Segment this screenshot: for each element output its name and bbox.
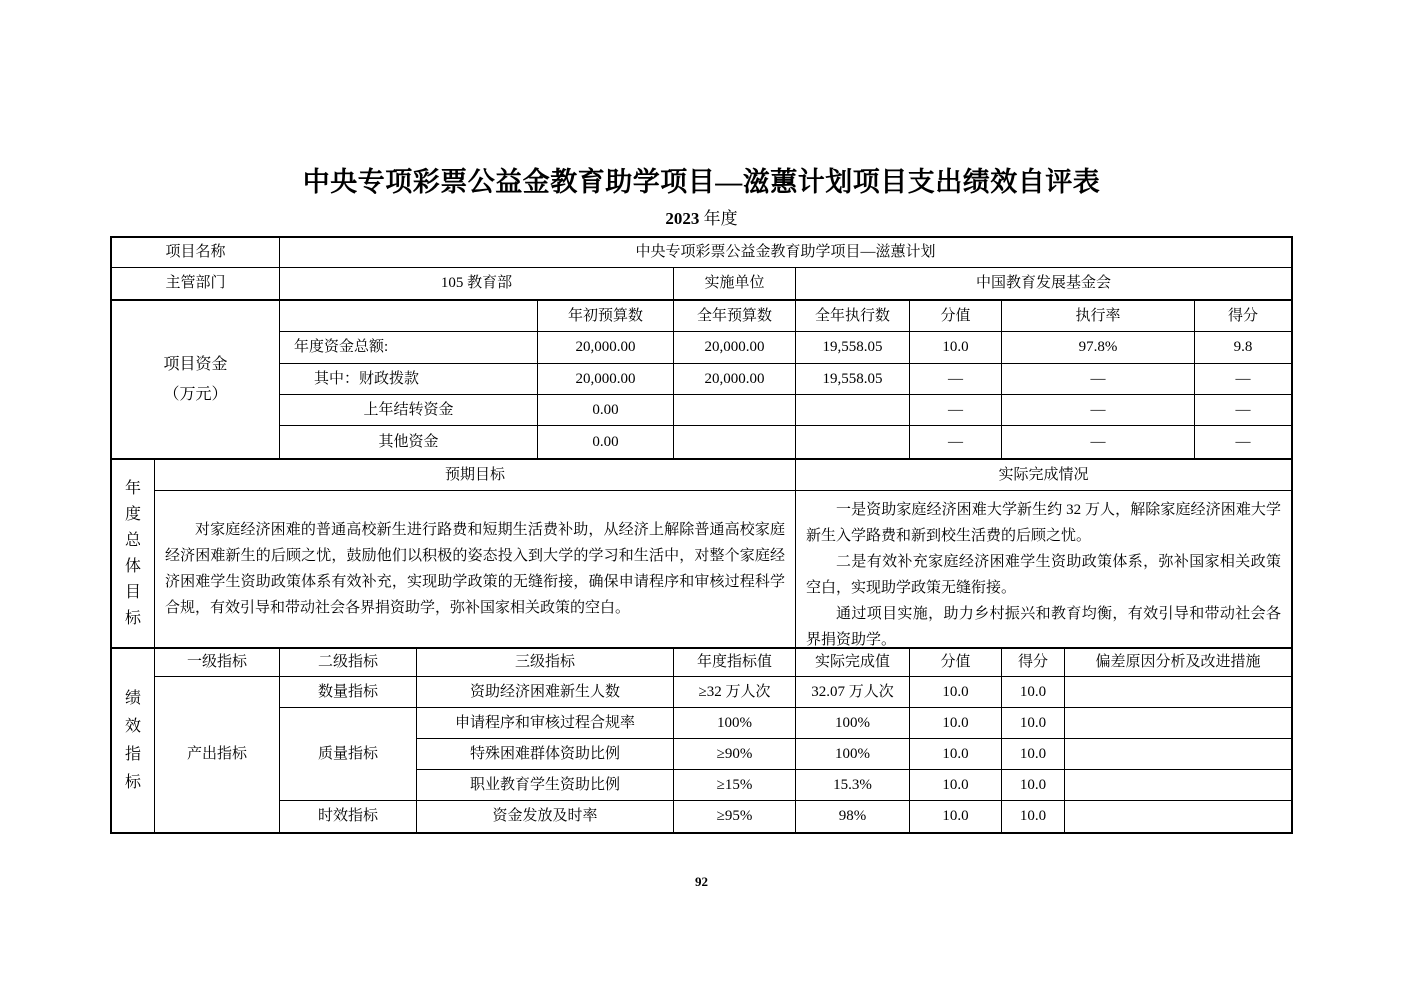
section-annual-goals xyxy=(112,460,1291,649)
funding-fiscal-exec-rate: — xyxy=(1002,364,1195,395)
funding-total-score: 9.8 xyxy=(1195,332,1291,364)
funding-row-other-label: 其他资金 xyxy=(280,426,538,458)
indicator-row-2-score: 10.0 xyxy=(1002,708,1065,739)
annual-goals-side-label xyxy=(112,460,155,647)
indicator-row-4-score: 10.0 xyxy=(1002,770,1065,801)
funding-total-exec-rate: 97.8% xyxy=(1002,332,1195,364)
indicator-row-4-l3: 职业教育学生资助比例 xyxy=(417,770,674,801)
subtitle xyxy=(0,204,1403,229)
indicators-header-level1: 一级指标 xyxy=(155,649,280,677)
impl-unit-label: 实施单位 xyxy=(674,268,796,299)
indicator-row-4-actual: 15.3% xyxy=(796,770,910,801)
project-name-label: 项目名称 xyxy=(112,238,280,268)
indicators-header-level2: 二级指标 xyxy=(280,649,417,677)
funding-other-initial: 0.00 xyxy=(538,426,674,458)
funding-other-exec-rate: — xyxy=(1002,426,1195,458)
funding-header-annual-budget: 全年预算数 xyxy=(674,301,796,332)
indicator-row-3-weight: 10.0 xyxy=(910,739,1002,770)
funding-fiscal-annual: 20,000.00 xyxy=(674,364,796,395)
indicator-row-3-target: ≥90% xyxy=(674,739,796,770)
subtitle-suffix: 年度 xyxy=(703,209,738,228)
dept-label: 主管部门 xyxy=(112,268,280,299)
funding-carryover-weight: — xyxy=(910,395,1002,426)
funding-row-fiscal-label: 其中：财政拨款 xyxy=(280,364,538,395)
annual-goals-side-label-text: 年度总体目标 xyxy=(124,479,141,627)
funding-fiscal-executed: 19,558.05 xyxy=(796,364,910,395)
funding-total-initial: 20,000.00 xyxy=(538,332,674,364)
funding-row-total-label: 年度资金总额: xyxy=(280,332,538,364)
expected-goals-header: 预期目标 xyxy=(155,460,796,491)
funding-other-annual xyxy=(674,426,796,458)
page-title: 中央专项彩票公益金教育助学项目—滋蕙计划项目支出绩效自评表 xyxy=(302,167,1101,197)
indicator-row-2-target: 100% xyxy=(674,708,796,739)
funding-carryover-score: — xyxy=(1195,395,1291,426)
indicator-row-5-actual: 98% xyxy=(796,801,910,832)
actual-completion-paragraph-1: 一是资助家庭经济困难大学新生约 32 万人，解除家庭经济困难大学新生入学路费和新到校生活费的后顾之忧。 xyxy=(806,502,1281,544)
indicator-level2-quality: 质量指标 xyxy=(280,708,417,801)
subtitle-year: 2023 xyxy=(665,209,700,228)
funding-other-weight: — xyxy=(910,426,1002,458)
indicators-header-deviation: 偏差原因分析及改进措施 xyxy=(1065,649,1291,677)
funding-header-weight: 分值 xyxy=(910,301,1002,332)
funding-fiscal-initial: 20,000.00 xyxy=(538,364,674,395)
indicator-row-2-l3: 申请程序和审核过程合规率 xyxy=(417,708,674,739)
actual-completion-paragraph-3: 通过项目实施，助力乡村振兴和教育均衡，有效引导和带动社会各界捐资助学。 xyxy=(806,606,1281,647)
indicator-row-5-score: 10.0 xyxy=(1002,801,1065,832)
funding-fiscal-score: — xyxy=(1195,364,1291,395)
indicator-row-2-deviation xyxy=(1065,708,1291,739)
funding-row-carryover-label: 上年结转资金 xyxy=(280,395,538,426)
page-number: 92 xyxy=(695,874,708,889)
indicator-row-1-target: ≥32 万人次 xyxy=(674,677,796,708)
section-project-info xyxy=(112,238,1291,301)
indicator-row-1-deviation xyxy=(1065,677,1291,708)
funding-total-annual: 20,000.00 xyxy=(674,332,796,364)
indicators-side-label-text: 绩效指标 xyxy=(124,689,141,791)
indicator-row-3-score: 10.0 xyxy=(1002,739,1065,770)
funding-carryover-executed xyxy=(796,395,910,426)
indicators-header-target: 年度指标值 xyxy=(674,649,796,677)
funding-header-blank xyxy=(280,301,538,332)
funding-header-executed: 全年执行数 xyxy=(796,301,910,332)
indicator-row-1-weight: 10.0 xyxy=(910,677,1002,708)
funding-side-label-line2: （万元） xyxy=(163,385,228,403)
actual-completion-paragraph-2: 二是有效补充家庭经济困难学生资助政策体系，弥补国家相关政策空白，实现助学政策无缝衔接。 xyxy=(806,554,1281,596)
project-name-value: 中央专项彩票公益金教育助学项目—滋蕙计划 xyxy=(280,238,1291,268)
indicators-header-weight: 分值 xyxy=(910,649,1002,677)
funding-fiscal-weight: — xyxy=(910,364,1002,395)
section-funding xyxy=(112,301,1291,460)
funding-header-exec-rate: 执行率 xyxy=(1002,301,1195,332)
indicator-row-5-deviation xyxy=(1065,801,1291,832)
indicator-row-1-score: 10.0 xyxy=(1002,677,1065,708)
indicator-row-1-l3: 资助经济困难新生人数 xyxy=(417,677,674,708)
indicators-side-label xyxy=(112,649,155,832)
evaluation-table xyxy=(110,236,1293,834)
indicators-header-level3: 三级指标 xyxy=(417,649,674,677)
indicator-row-5-weight: 10.0 xyxy=(910,801,1002,832)
funding-carryover-initial: 0.00 xyxy=(538,395,674,426)
funding-header-initial-budget: 年初预算数 xyxy=(538,301,674,332)
indicator-row-4-weight: 10.0 xyxy=(910,770,1002,801)
indicators-header-score: 得分 xyxy=(1002,649,1065,677)
indicator-row-1-actual: 32.07 万人次 xyxy=(796,677,910,708)
expected-goals-text-cell xyxy=(155,491,796,647)
funding-header-score: 得分 xyxy=(1195,301,1291,332)
indicator-row-4-target: ≥15% xyxy=(674,770,796,801)
expected-goals-text: 对家庭经济困难的普通高校新生进行路费和短期生活费补助，从经济上解除普通高校家庭经济困难新生的后顾之忧，鼓励他们以积极的姿态投入到大学的学习和生活中，对整个家庭经济困难学生资助政策体系有效补充，实现助学政策的无缝衔接，确保申请程序和审核过程科学合规，有效引导和带动社会各界捐资助学，弥补国家相关政策的空白。 xyxy=(165,522,785,616)
indicator-level2-timeliness: 时效指标 xyxy=(280,801,417,832)
funding-total-executed: 19,558.05 xyxy=(796,332,910,364)
section-indicators xyxy=(112,649,1291,832)
indicator-row-3-actual: 100% xyxy=(796,739,910,770)
indicator-row-3-l3: 特殊困难群体资助比例 xyxy=(417,739,674,770)
funding-other-score: — xyxy=(1235,433,1251,450)
funding-total-weight: 10.0 xyxy=(910,332,1002,364)
funding-carryover-annual xyxy=(674,395,796,426)
indicator-row-5-target: ≥95% xyxy=(674,801,796,832)
indicators-header-actual: 实际完成值 xyxy=(796,649,910,677)
indicator-level1-output: 产出指标 xyxy=(155,677,280,832)
funding-other-executed xyxy=(796,426,910,458)
actual-completion-text-cell xyxy=(796,491,1291,647)
indicator-level2-quantity: 数量指标 xyxy=(280,677,417,708)
indicator-row-2-actual: 100% xyxy=(796,708,910,739)
actual-completion-header: 实际完成情况 xyxy=(796,460,1291,491)
indicator-row-2-weight: 10.0 xyxy=(910,708,1002,739)
funding-side-label xyxy=(112,301,280,458)
impl-unit-value: 中国教育发展基金会 xyxy=(975,275,1111,292)
indicator-row-3-deviation xyxy=(1065,739,1291,770)
indicator-row-4-deviation xyxy=(1065,770,1291,801)
indicator-row-5-l3: 资金发放及时率 xyxy=(417,801,674,832)
dept-value: 105 教育部 xyxy=(280,268,674,299)
funding-carryover-exec-rate: — xyxy=(1002,395,1195,426)
funding-side-label-line1: 项目资金 xyxy=(163,355,228,373)
